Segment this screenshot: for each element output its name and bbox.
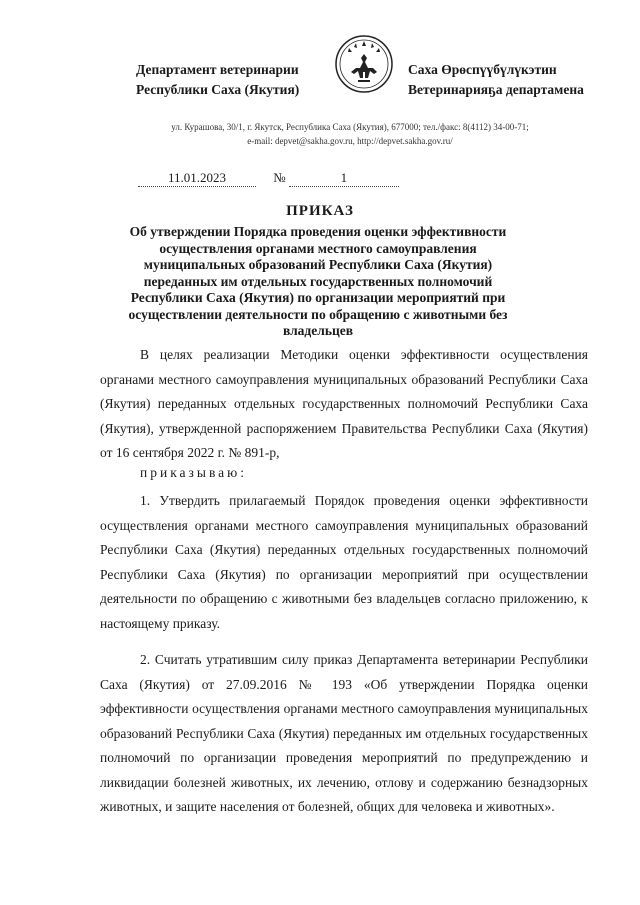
document-title: Об утверждении Порядка проведения оценки эффективности осуществления органами местного самоуправления муниципальных образований Республики Саха (Якутия) переданных им отдельных государственных полномочий Республики Саха (Якутия) по организации мероприятий при осуществлении деятельности по обращению с животными без владельцев	[128, 224, 508, 338]
document-type: ПРИКАЗ	[286, 203, 354, 219]
order-word: приказываю:	[140, 465, 247, 480]
coat-of-arms-icon	[334, 34, 394, 94]
org-sah-line1: Саха Өрөспүүбүлүкэтин	[408, 62, 557, 77]
contact-address	[100, 120, 600, 148]
document-number: 1	[289, 170, 399, 187]
address-line: ул. Курашова, 30/1, г. Якутск, Республика Саха (Якутия), 677000; тел./факс: 8(4112) 34-00-71;	[171, 122, 529, 132]
document-date: 11.01.2023	[138, 170, 256, 187]
department-name-sakha	[408, 60, 618, 100]
number-label: №	[273, 170, 286, 185]
preamble-paragraph: В целях реализации Методики оценки эффективности осуществления органами местного самоуправления муниципальных образований Республики Саха (Якутия) переданных отдельных государственных полномочий Республики Саха (Якутия), утвержденной распоряжением Правительства Республики Саха (Якутия) от 16 сентября 2022 г. № 891-р,	[100, 347, 588, 460]
contacts-line: e-mail: depvet@sakha.gov.ru, http://depvet.sakha.gov.ru/	[247, 136, 453, 146]
registration-line	[138, 170, 399, 187]
org-ru-line2: Республики Саха (Якутия)	[136, 82, 300, 97]
org-sah-line2: Ветеринарияҕа департамена	[408, 82, 584, 97]
item-1-paragraph: 1. Утвердить прилагаемый Порядок проведения оценки эффективности осуществления органами местного самоуправления муниципальных образований Республики Саха (Якутия) переданных отдельных государственных полномочий Республики Саха (Якутия) по организации мероприятий при осуществлении деятельности по обращению с животными без владельцев согласно приложению, к настоящему приказу.	[100, 493, 588, 631]
department-name-russian	[136, 60, 336, 100]
letterhead	[0, 30, 640, 110]
item-2-paragraph: 2. Считать утратившим силу приказ Департамента ветеринарии Республики Саха (Якутия) от 27.09.2016 № 193 «Об утверждении Порядка оценки эффективности осуществления органами местного самоуправления муниципальных образований Республики Саха (Якутия) переданных им отдельных государственных полномочий по организации проведения мероприятий по предупреждению и ликвидации болезней животных, их лечению, отлову и содержанию безнадзорных животных, и защите населения от болезней, общих для человека и животных».	[100, 652, 588, 814]
org-ru-line1: Департамент ветеринарии	[136, 62, 299, 77]
